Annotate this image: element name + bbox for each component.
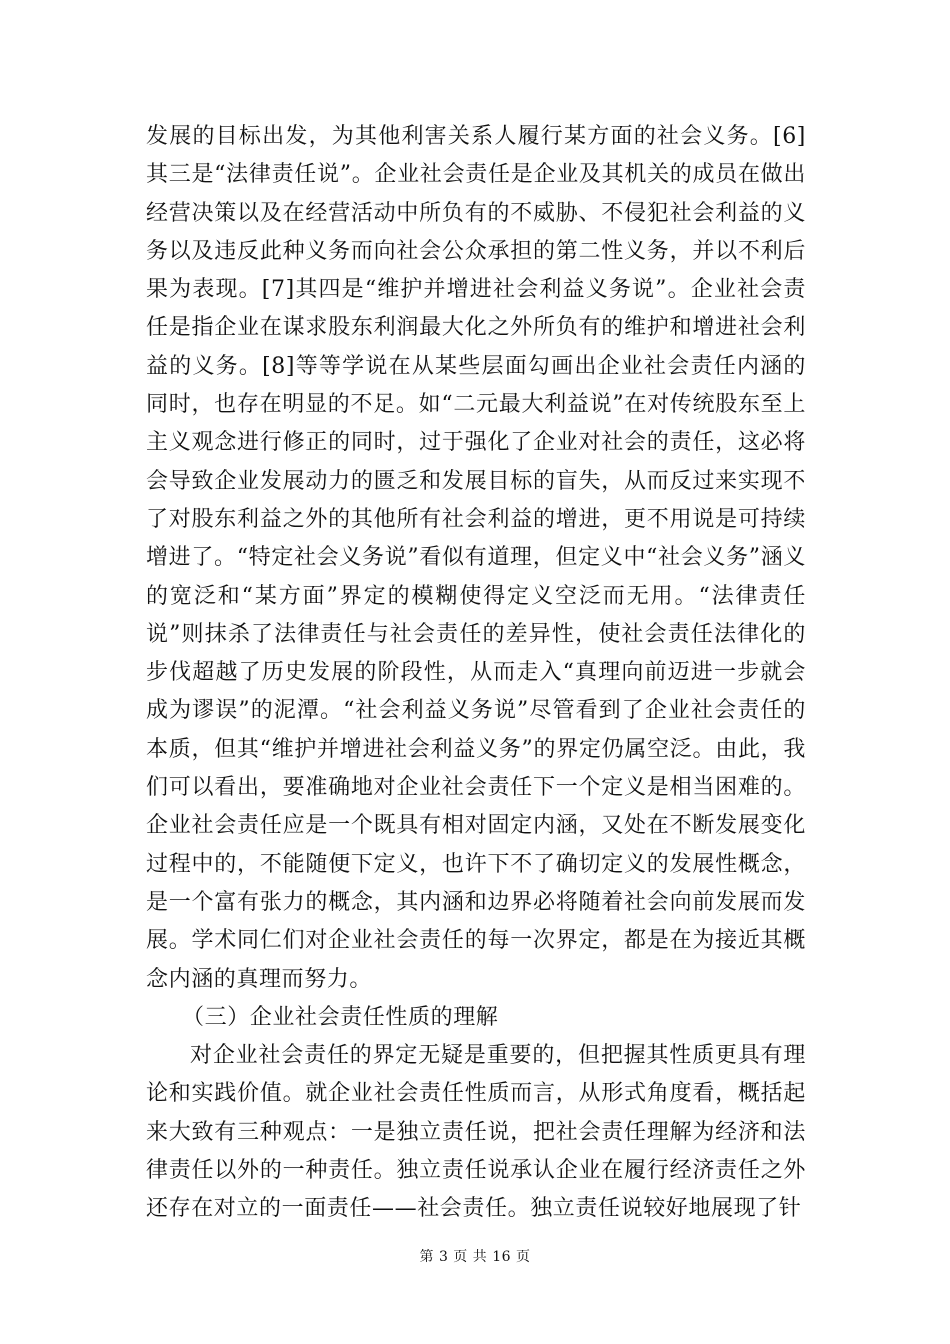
- section-heading: （三）企业社会责任性质的理解: [182, 1004, 499, 1030]
- page-number-footer: 第 3 页 共 16 页: [419, 1249, 531, 1265]
- paragraph-nature: 对企业社会责任的界定无疑是重要的，但把握其性质更具有理论和实践价值。就企业社会责任性质而言，从形式角度看，概括起来大致有三种观点：一是独立责任说，把社会责任理解为经济和法律责任以外的一种责任。独立责任说承认企业在履行经济责任之外还存在对立的一面责任——社会责任。独立责任说较好地展现了针: [146, 1043, 806, 1222]
- paragraph-definitions-critique: 发展的目标出发，为其他利害关系人履行某方面的社会义务。[6]其三是“法律责任说”。企业社会责任是企业及其机关的成员在做出经营决策以及在经营活动中所负有的不威胁、不侵犯社会利益的义务以及违反此种义务而向社会公众承担的第二性义务，并以不利后果为表现。[7]其四是“维护并增进社会利益义务说”。企业社会责任是指企业在谋求股东利润最大化之外所负有的维护和增进社会利益的义务。[8]等等学说在从某些层面勾画出企业社会责任内涵的同时，也存在明显的不足。如“二元最大利益说”在对传统股东至上主义观念进行修正的同时，过于强化了企业对社会的责任，这必将会导致企业发展动力的匮乏和发展目标的盲失，从而反过来实现不了对股东利益之外的其他所有社会利益的增进，更不用说是可持续增进了。“特定社会义务说”看似有道理，但定义中“社会义务”涵义的宽泛和“某方面”界定的模糊使得定义空泛而无用。“法律责任说”则抹杀了法律责任与社会责任的差异性，使社会责任法律化的步伐超越了历史发展的阶段性，从而走入“真理向前迈进一步就会成为谬误”的泥潭。“社会利益义务说”尽管看到了企业社会责任的本质，但其“维护并增进社会利益义务”的界定仍属空泛。由此，我们可以看出，要准确地对企业社会责任下一个定义是相当困难的。企业社会责任应是一个既具有相对固定内涵，又处在不断发展变化过程中的，不能随便下定义，也许下不了确切定义的发展性概念，是一个富有张力的概念，其内涵和边界必将随着社会向前发展而发展。学术同仁们对企业社会责任的每一次界定，都是在为接近其概念内涵的真理而努力。: [146, 124, 806, 992]
- body-text: [146, 118, 806, 1229]
